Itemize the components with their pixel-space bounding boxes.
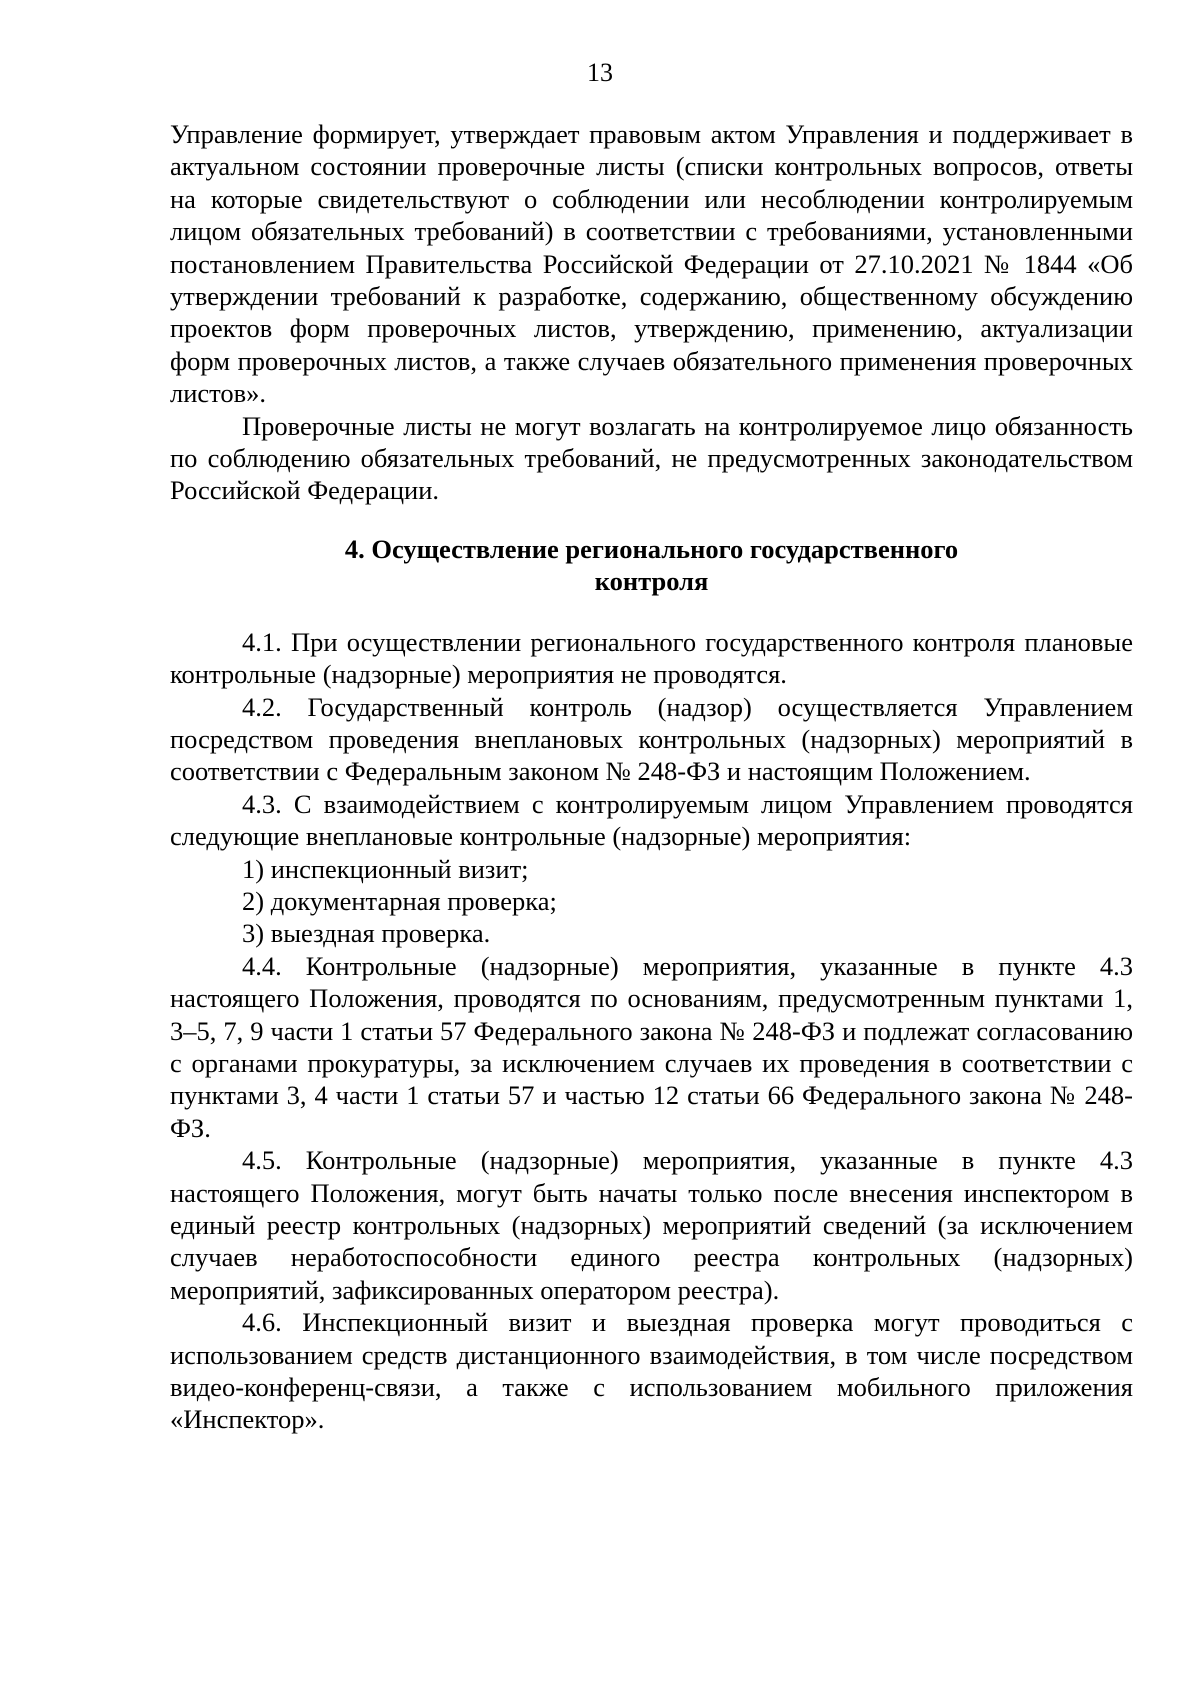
list-item-documentary-check: 2) документарная проверка; bbox=[242, 885, 557, 916]
paragraph-4-5: 4.5. Контрольные (надзорные) мероприятия, указанные в пункте 4.3 настоящего Положения, могут быть начаты только после внесения инспектором в единый реестр контрольных (надзорных) мероприятий сведений (за исключением случаев неработоспособности единого реестра контрольных (надзорных) мероприятий, зафиксированных оператором реестра). bbox=[170, 1145, 1133, 1305]
section-heading bbox=[170, 533, 1133, 598]
list-item-inspection-visit: 1) инспекционный визит; bbox=[242, 853, 529, 884]
paragraph-4-2: 4.2. Государственный контроль (надзор) осуществляется Управлением посредством проведения внеплановых контрольных (надзорных) мероприятий в соответствии с Федеральным законом № 248-ФЗ и настоящим Положением. bbox=[170, 691, 1133, 787]
page-number: 13 bbox=[587, 58, 613, 87]
document-body bbox=[170, 118, 1133, 1436]
section-heading-line-1: 4. Осуществление регионального государственного bbox=[344, 533, 959, 564]
list-item-field-check: 3) выездная проверка. bbox=[242, 918, 491, 949]
section-heading-line-2: контроля bbox=[594, 566, 709, 597]
paragraph-4-4: 4.4. Контрольные (надзорные) мероприятия, указанные в пункте 4.3 настоящего Положения, проводятся по основаниям, предусмотренным пунктами 1, 3–5, 7, 9 части 1 статьи 57 Федерального закона № 248-ФЗ и подлежат согласованию с органами прокуратуры, за исключением случаев их проведения в соответствии с пунктами 3, 4 части 1 статьи 57 и частью 12 статьи 66 Федерального закона № 248-ФЗ. bbox=[170, 950, 1133, 1143]
paragraph-checklists-approval: Управление формирует, утверждает правовым актом Управления и поддерживает в актуальном состоянии проверочные листы (списки контрольных вопросов, ответы на которые свидетельствуют о соблюдении или несоблюдении контролируемым лицом обязательных требований) в соответствии с требованиями, установленными постановлением Правительства Российской Федерации от 27.10.2021 № 1844 «Об утверждении требований к разработке, содержанию, общественному обсуждению проектов форм проверочных листов, утверждению, применению, актуализации форм проверочных листов, а также случаев обязательного применения проверочных листов». bbox=[170, 119, 1133, 409]
paragraph-checklists-obligations: Проверочные листы не могут возлагать на контролируемое лицо обязанность по соблюдению обязательных требований, не предусмотренных законодательством Российской Федерации. bbox=[170, 410, 1133, 506]
paragraph-4-3: 4.3. С взаимодействием с контролируемым лицом Управлением проводятся следующие внеплановые контрольные (надзорные) мероприятия: bbox=[170, 788, 1133, 852]
paragraph-4-1: 4.1. При осуществлении регионального государственного контроля плановые контрольные (надзорные) мероприятия не проводятся. bbox=[170, 626, 1133, 690]
paragraph-4-6: 4.6. Инспекционный визит и выездная проверка могут проводиться с использованием средств дистанционного взаимодействия, в том числе посредством видео-конференц-связи, а также с использованием мобильного приложения «Инспектор». bbox=[170, 1307, 1133, 1435]
